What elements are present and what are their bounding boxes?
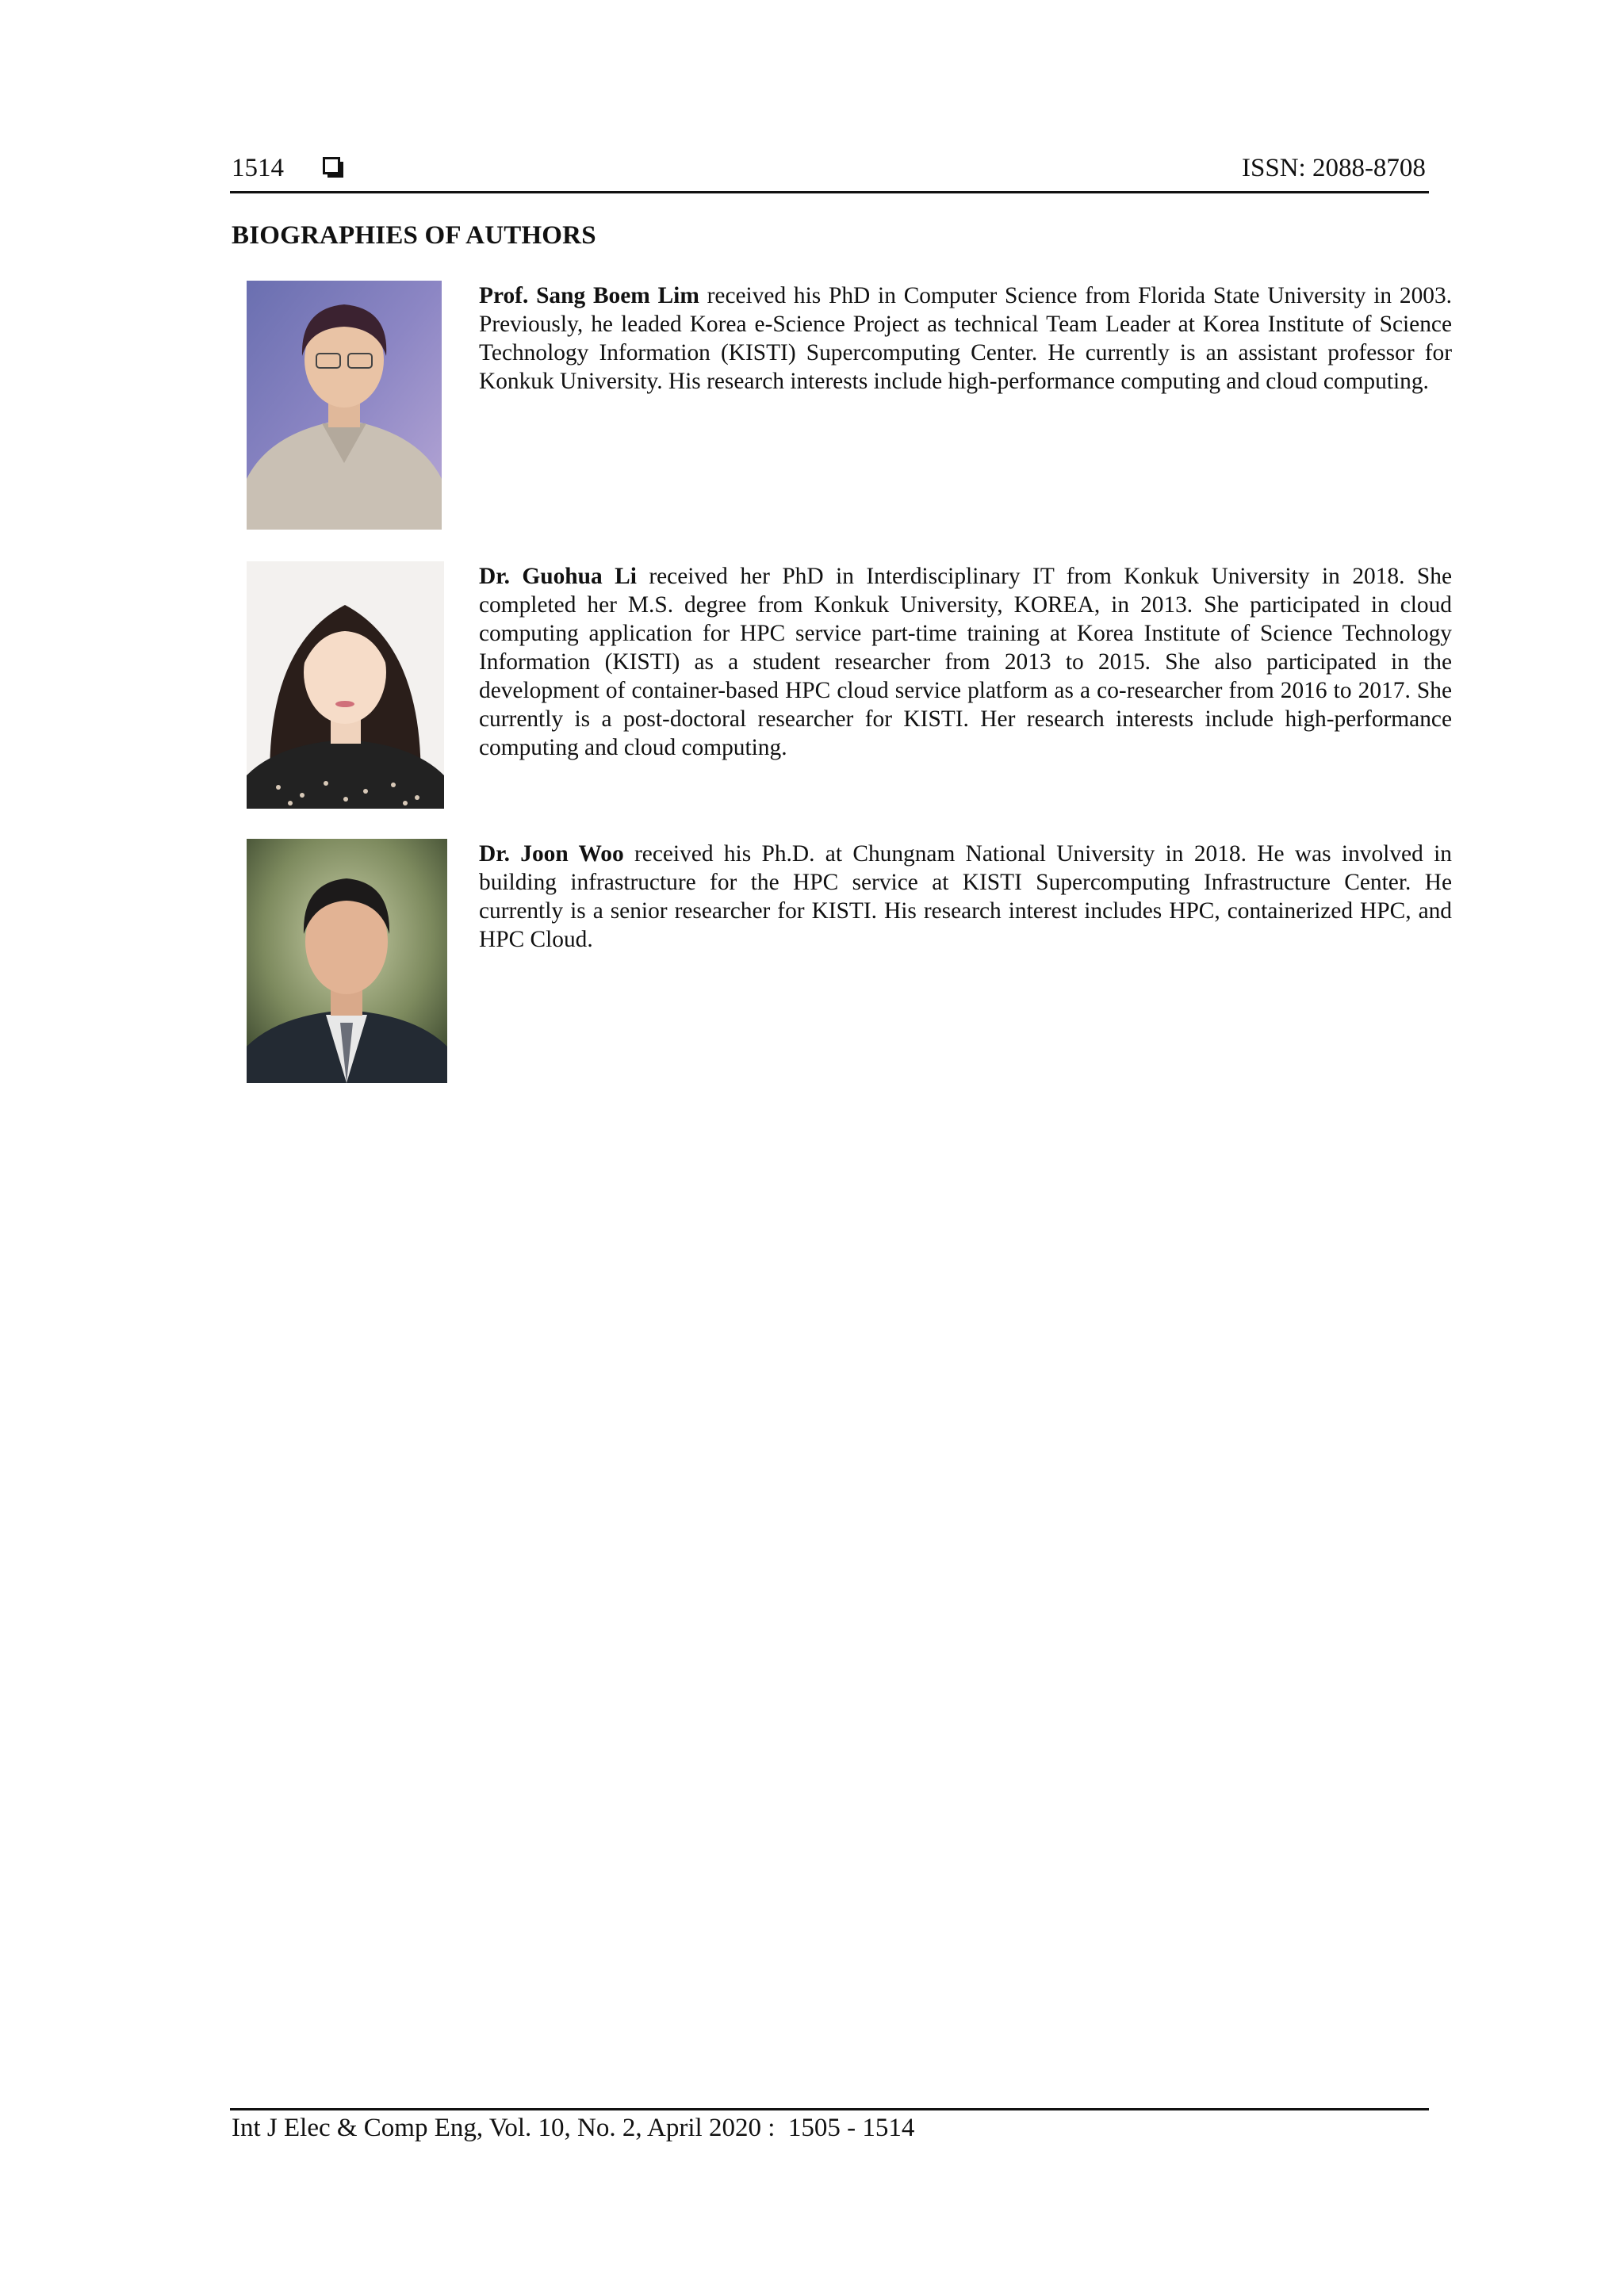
author-photo-guohua-li xyxy=(247,561,444,809)
author-bio-1 xyxy=(479,281,1452,396)
author-bio-2 xyxy=(479,562,1452,762)
author-name: Dr. Guohua Li xyxy=(479,564,637,589)
author-name: Prof. Sang Boem Lim xyxy=(479,283,699,308)
section-heading: BIOGRAPHIES OF AUTHORS xyxy=(232,221,596,250)
checkbox-square-icon xyxy=(323,157,343,178)
footer-citation: Int J Elec & Comp Eng, Vol. 10, No. 2, April 2020 : 1505 - 1514 xyxy=(232,2114,915,2142)
author-bio-text: received her PhD in Interdisciplinary IT from Konkuk University in 2018. She completed her M.S. degree from Konkuk University, KOREA, in 2013. She participated in cloud computing application for HPC service part-time training at Korea Institute of Science Technology Information (KISTI) as a student researcher from 2013 to 2015. She also participated in the development of container-based HPC cloud service platform as a co-researcher from 2016 to 2017. She currently is a post-doctoral researcher for KISTI. Her research interests include high-performance computing and cloud computing. xyxy=(479,564,1452,760)
issn-label: ISSN: 2088-8708 xyxy=(1242,154,1426,182)
author-photo-sang-boem-lim xyxy=(247,281,442,530)
author-bio-text: received his PhD in Computer Science from Florida State University in 2003. Previously, he leaded Korea e-Science Project as technical Team Leader at Korea Institute of Science Technology Information (KISTI) Supercomputing Center. He currently is an assistant professor for Konkuk University. His research interests include high-performance computing and cloud computing. xyxy=(479,283,1453,394)
author-name: Dr. Joon Woo xyxy=(479,841,624,867)
author-bio-text: received his Ph.D. at Chungnam National University in 2018. He was involved in building infrastructure for the HPC service at KISTI Supercomputing Infrastructure Center. He currently is a senior researcher for KISTI. His research interest includes HPC, containerized HPC, and HPC Cloud. xyxy=(479,841,1452,952)
header-divider xyxy=(230,191,1429,193)
author-photo-joon-woo xyxy=(247,839,447,1083)
page-number: 1514 xyxy=(232,154,284,182)
footer-divider xyxy=(230,2108,1429,2110)
author-bio-3 xyxy=(479,840,1452,954)
